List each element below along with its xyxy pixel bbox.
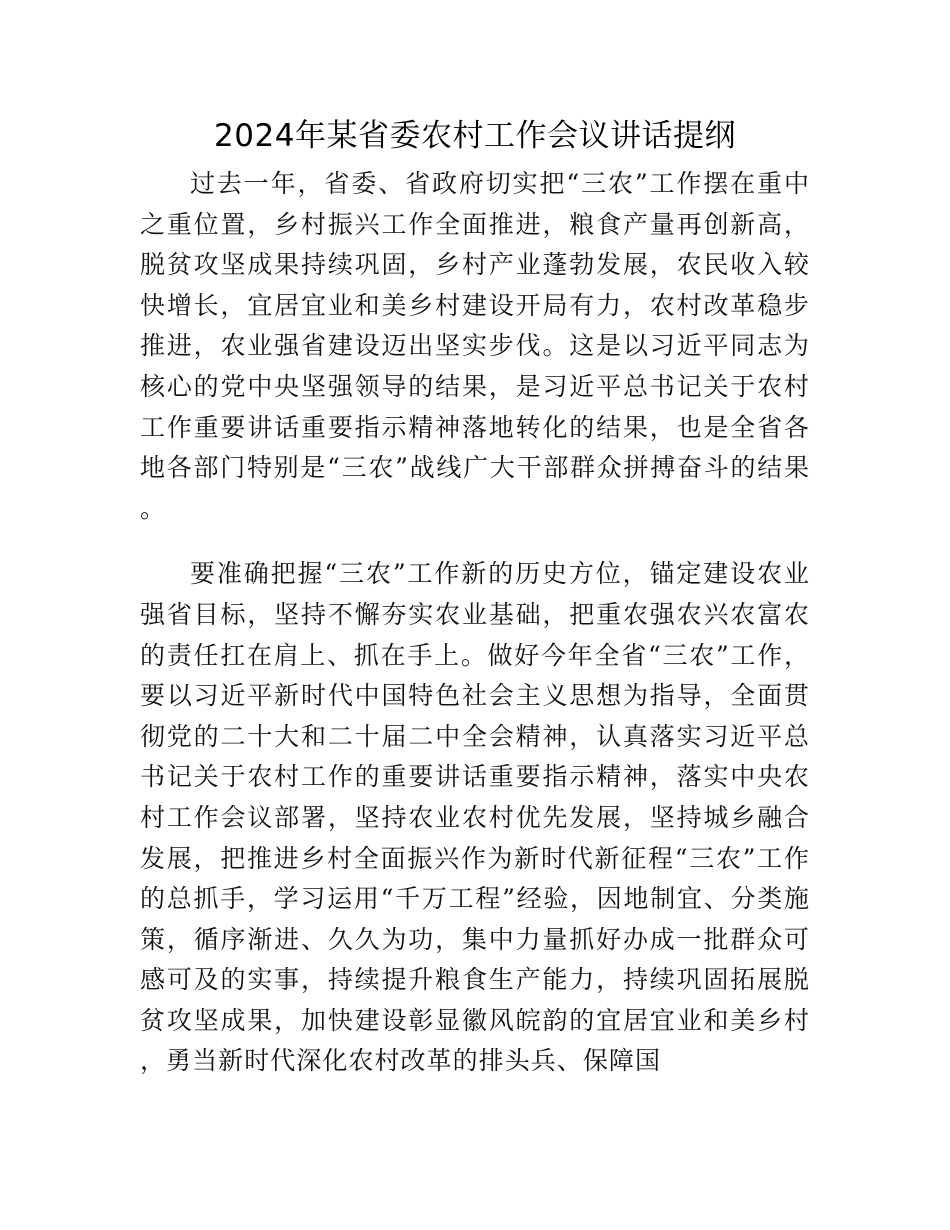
paragraph-2: 要准确把握“三农”工作新的历史方位，锚定建设农业强省目标，坚持不懈夯实农业基础，把重农强农兴农富农的责任扛在肩上、抓在手上。做好今年全省“三农”工作，要以习近平新时代中国特色社会主义思想为指导，全面贯彻党的二十大和二十届二中全会精神，认真落实习近平总书记关于农村工作的重要讲话重要指示精神，落实中央农村工作会议部署，坚持农业农村优先发展，坚持城乡融合发展，把推进乡村全面振兴作为新时代新征程“三农”工作的总抓手，学习运用“千万工程”经验，因地制宜、分类施策，循序渐进、久久为功，集中力量抓好办成一批群众可感可及的实事，持续提升粮食生产能力，持续巩固拓展脱贫攻坚成果，加快建设彰显徽风皖韵的宜居宜业和美乡村，勇当新时代深化农村改革的排头兵、保障国 bbox=[140, 559, 810, 1076]
paragraph-1: 过去一年，省委、省政府切实把“三农”工作摆在重中之重位置，乡村振兴工作全面推进，粮食产量再创新高，脱贫攻坚成果持续巩固，乡村产业蓬勃发展，农民收入较快增长，宜居宜业和美乡村建设开局有力，农村改革稳步推进，农业强省建设迈出坚实步伐。这是以习近平同志为核心的党中央坚强领导的结果，是习近平总书记关于农村工作重要讲话重要指示精神落地转化的结果，也是全省各地各部门特别是“三农”战线广大干部群众拼搏奋斗的结果。 bbox=[140, 169, 810, 523]
document-title: 2024年某省委农村工作会议讲话提纲 bbox=[214, 118, 736, 154]
document-page bbox=[140, 112, 810, 1082]
